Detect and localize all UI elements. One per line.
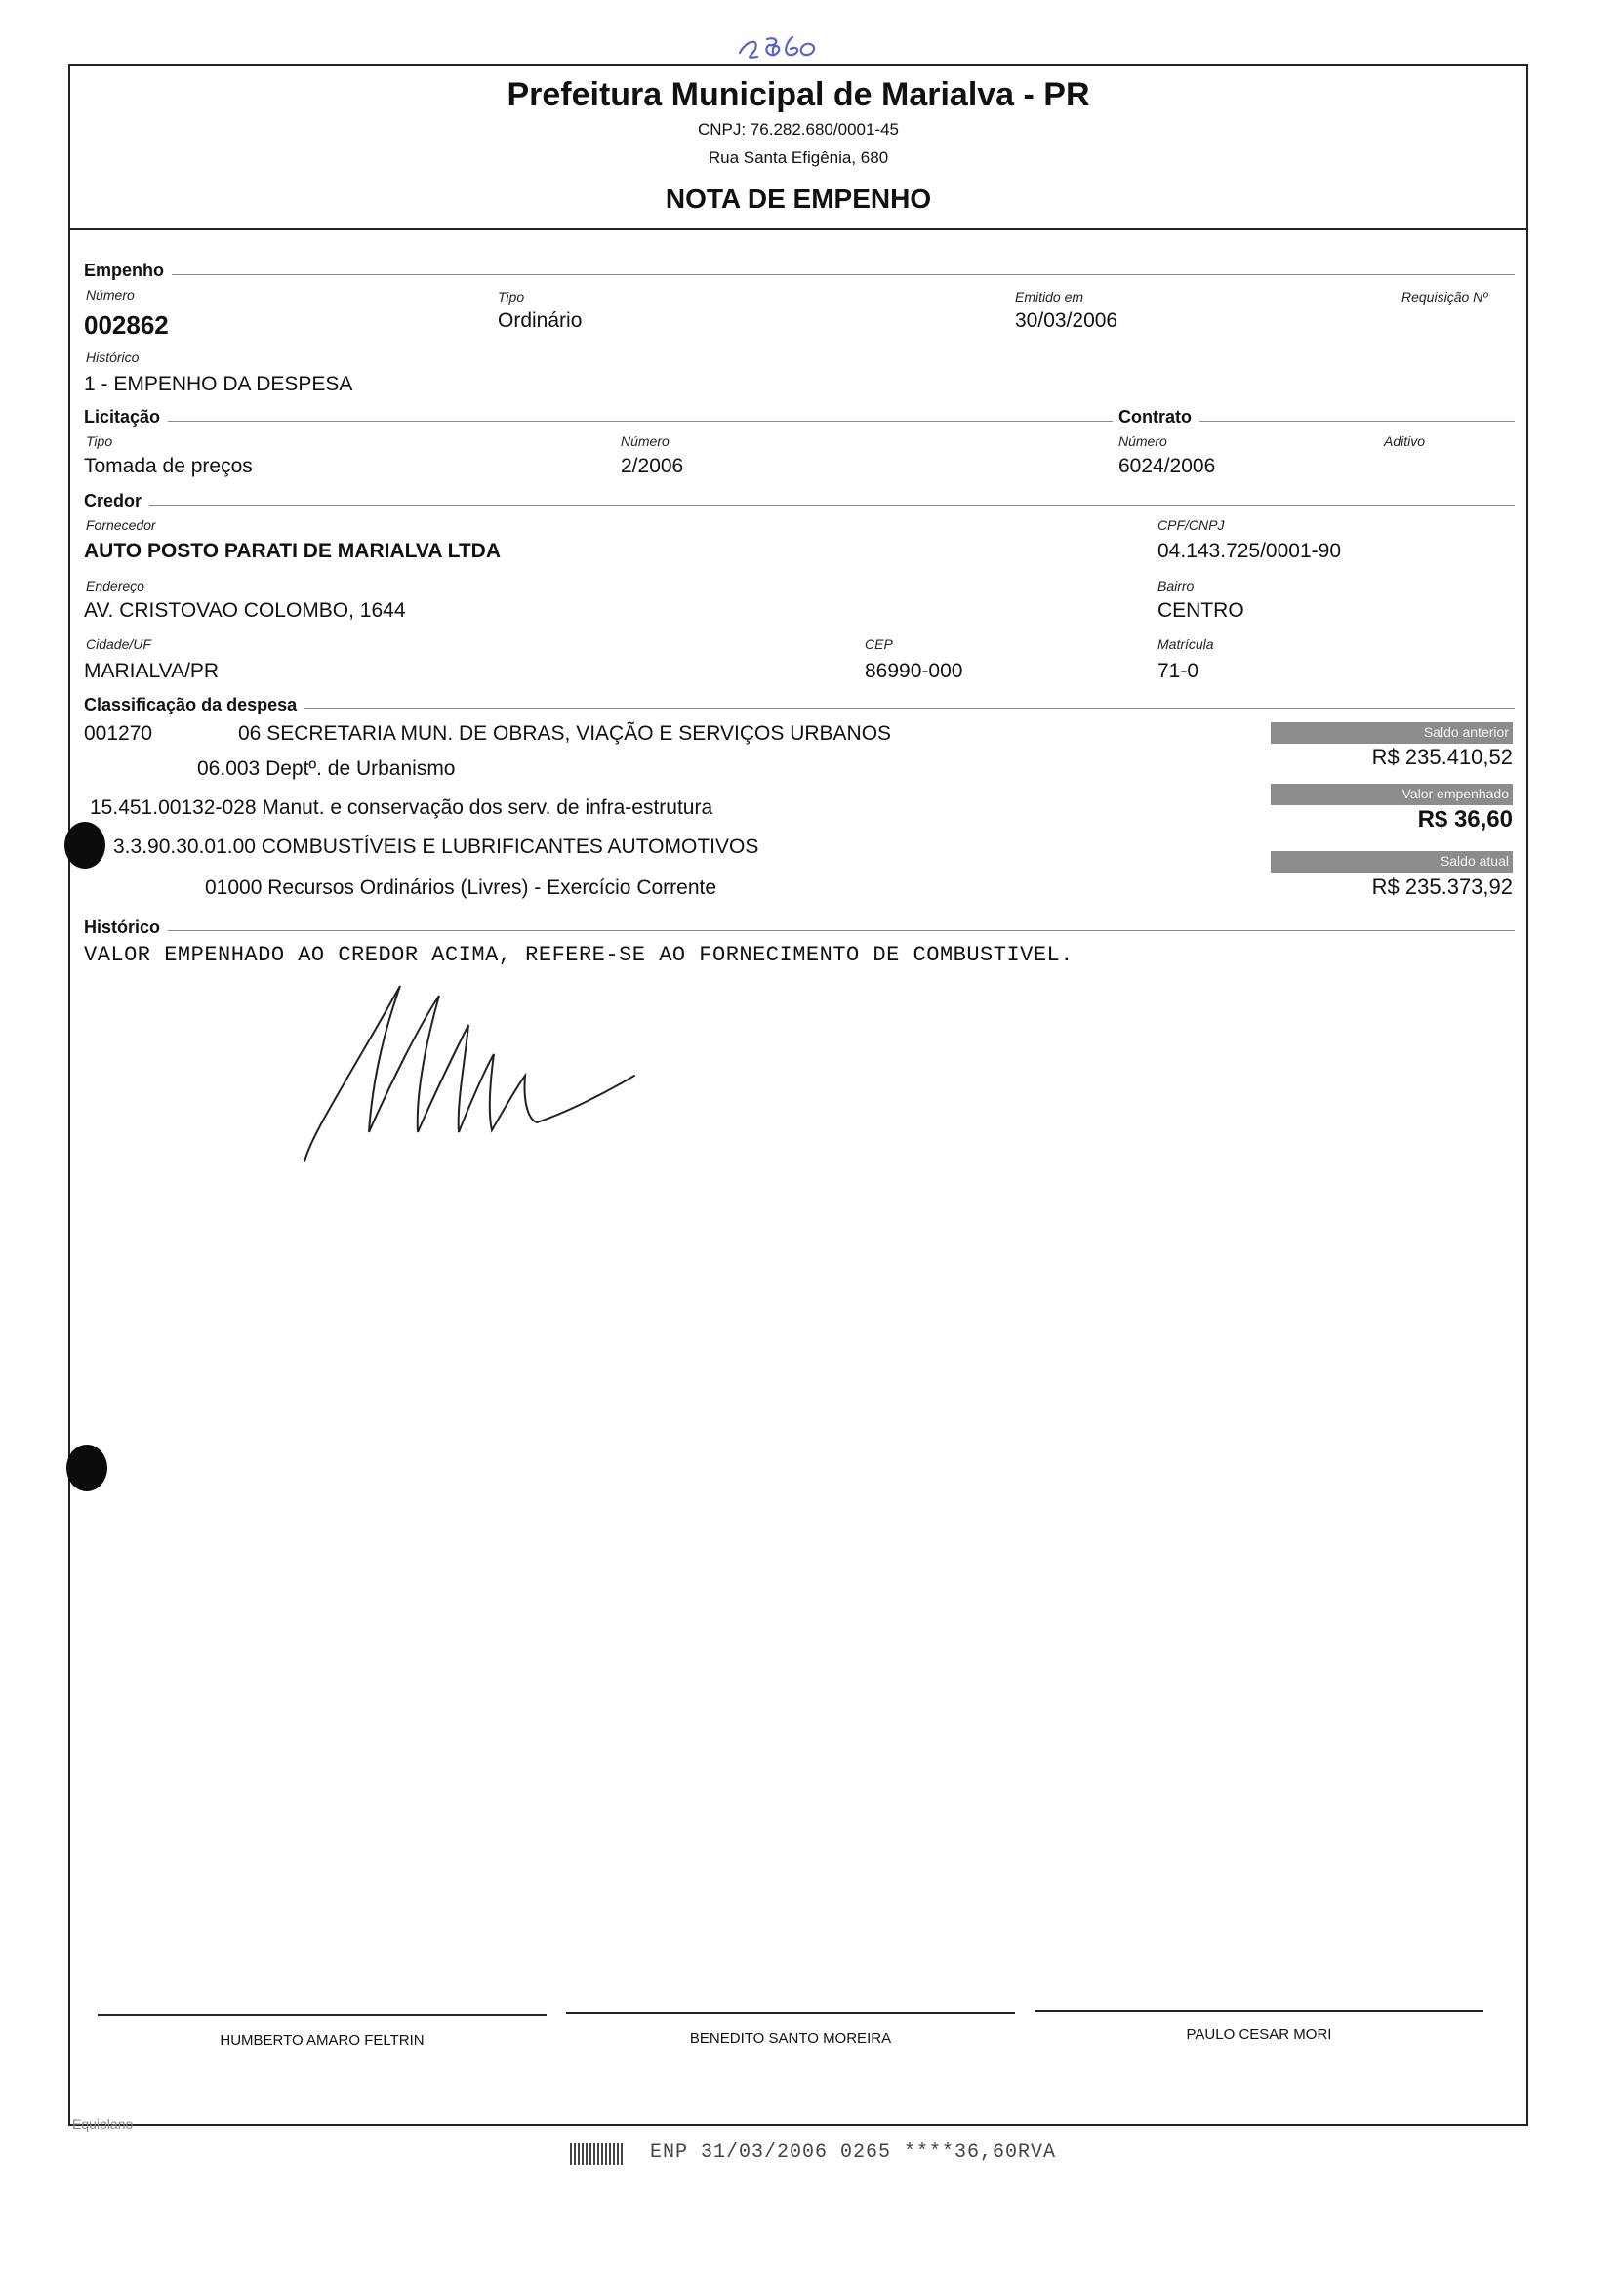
historico-text: VALOR EMPENHADO AO CREDOR ACIMA, REFERE-SE AO FORNECIMENTO DE COMBUSTIVEL.: [84, 943, 1074, 967]
matricula: 71-0: [1157, 660, 1199, 682]
header-divider: [68, 228, 1528, 230]
barcode-icon: [570, 2143, 625, 2165]
endereco-label: Endereço: [86, 578, 144, 593]
saldo-anterior-label: Saldo anterior: [1271, 722, 1513, 744]
empenho-numero: 002862: [84, 310, 169, 340]
historico-section-title: Histórico: [84, 917, 168, 938]
classificacao-line-funcional: 15.451.00132-028 Manut. e conservação dos serv. de infra-estrutura: [90, 796, 713, 819]
licitacao-section-title: Licitação: [84, 407, 168, 428]
signature-line-2: [566, 2012, 1015, 2014]
fornecedor-name: AUTO POSTO PARATI DE MARIALVA LTDA: [84, 540, 501, 562]
classificacao-line-recurso: 01000 Recursos Ordinários (Livres) - Exercício Corrente: [205, 876, 717, 899]
empenho-historico: 1 - EMPENHO DA DESPESA: [84, 373, 353, 395]
empenho-tipo: Ordinário: [498, 309, 583, 332]
valor-empenhado-label: Valor empenhado: [1271, 784, 1513, 805]
valor-empenhado-value: R$ 36,60: [1417, 806, 1513, 833]
empenho-numero-label: Número: [86, 287, 135, 303]
signature-name-2: BENEDITO SANTO MOREIRA: [689, 2030, 892, 2047]
classificacao-line-elemento: 3.3.90.30.01.00 COMBUSTÍVEIS E LUBRIFICANTES AUTOMOTIVOS: [113, 835, 759, 858]
signature-name-3: PAULO CESAR MORI: [1186, 2026, 1332, 2043]
saldo-atual-label: Saldo atual: [1271, 851, 1513, 873]
licitacao-numero: 2/2006: [621, 455, 684, 477]
bairro-label: Bairro: [1157, 578, 1195, 593]
historico-rule: [84, 930, 1515, 931]
signature-name-1: HUMBERTO AMARO FELTRIN: [220, 2032, 425, 2049]
emitido-date: 30/03/2006: [1015, 309, 1118, 332]
credor-section-title: Credor: [84, 491, 149, 511]
empenho-section-title: Empenho: [84, 261, 172, 281]
handwritten-signature: [293, 966, 654, 1171]
saldo-atual-value: R$ 235.373,92: [1371, 875, 1513, 899]
classificacao-line-departamento: 06.003 Deptº. de Urbanismo: [197, 757, 456, 780]
punch-hole-bottom: [66, 1445, 107, 1491]
signature-line-1: [98, 2014, 547, 2016]
mechanical-stamp: ENP 31/03/2006 0265 ****36,60RVA: [650, 2141, 1057, 2164]
empenho-rule: [84, 274, 1515, 275]
endereco: AV. CRISTOVAO COLOMBO, 1644: [84, 599, 406, 622]
page-title: Prefeitura Municipal de Marialva - PR: [507, 76, 1090, 113]
cep: 86990-000: [865, 660, 963, 682]
cep-label: CEP: [865, 636, 893, 652]
cidade-label: Cidade/UF: [86, 636, 151, 652]
licitacao-rule: [84, 421, 1515, 422]
cidade-uf: MARIALVA/PR: [84, 660, 220, 682]
licitacao-tipo: Tomada de preços: [84, 455, 253, 477]
contrato-numero: 6024/2006: [1118, 455, 1216, 477]
document-type-title: NOTA DE EMPENHO: [665, 183, 932, 214]
handwritten-number: [734, 23, 832, 66]
cpf-cnpj: 04.143.725/0001-90: [1157, 540, 1342, 562]
software-brand: Equiplano: [72, 2116, 134, 2132]
contrato-section-title: Contrato: [1113, 407, 1199, 428]
aditivo-label: Aditivo: [1384, 433, 1426, 449]
bairro: CENTRO: [1157, 599, 1244, 622]
classificacao-code: 001270: [84, 722, 153, 745]
classificacao-section-title: Classificação da despesa: [84, 695, 304, 715]
cpf-cnpj-label: CPF/CNPJ: [1157, 517, 1225, 533]
signature-line-3: [1035, 2010, 1483, 2012]
credor-rule: [84, 505, 1515, 506]
emitido-label: Emitido em: [1015, 289, 1084, 305]
fornecedor-label: Fornecedor: [86, 517, 156, 533]
classificacao-line-secretaria: 06 SECRETARIA MUN. DE OBRAS, VIAÇÃO E SERVIÇOS URBANOS: [238, 722, 892, 745]
requisicao-label: Requisição Nº: [1401, 289, 1488, 305]
licitacao-tipo-label: Tipo: [86, 433, 113, 449]
matricula-label: Matrícula: [1157, 636, 1214, 652]
empenho-historico-label: Histórico: [86, 349, 140, 365]
cnpj-text: CNPJ: 76.282.680/0001-45: [697, 120, 900, 139]
licitacao-numero-label: Número: [621, 433, 670, 449]
saldo-anterior-value: R$ 235.410,52: [1371, 745, 1513, 769]
empenho-tipo-label: Tipo: [498, 289, 525, 305]
contrato-numero-label: Número: [1118, 433, 1167, 449]
punch-hole-top: [64, 822, 105, 869]
address-text: Rua Santa Efigênia, 680: [708, 148, 889, 167]
